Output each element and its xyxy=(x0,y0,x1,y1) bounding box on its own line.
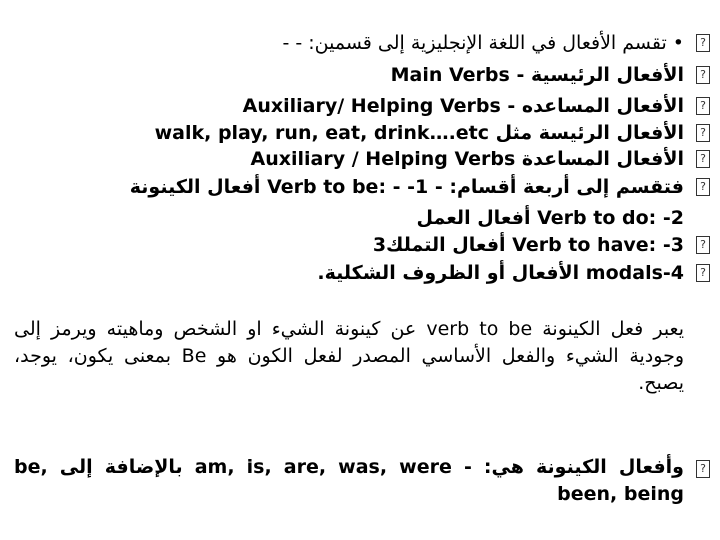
modals-line: modals-4 الأفعال أو الظروف الشكلية. xyxy=(317,262,684,284)
main-verbs-line: الأفعال الرئيسية - Main Verbs xyxy=(390,64,684,86)
verb-to-be-line: فتقسم إلى أربعة أقسام: - 1- - :Verb to be أفعال الكينونة xyxy=(129,176,684,198)
bullet-marker: ? xyxy=(696,150,710,168)
to-be-forms-paragraph: وأفعال الكينونة هي: - am, is, are, was, were بالإضافة إلى be, been, being xyxy=(14,456,684,505)
bullet-marker: ? xyxy=(696,66,710,84)
bullet-marker: ? xyxy=(696,460,710,478)
bullet-marker: ? xyxy=(696,178,710,196)
verb-to-have-line: Verb to have: -3 أفعال التملك3 xyxy=(372,234,684,256)
auxiliary-verbs-line: الأفعال المساعده - Auxiliary/ Helping Verbs xyxy=(242,95,684,117)
intro-line: • تقسم الأفعال في اللغة الإنجليزية إلى قسمين: - - xyxy=(282,32,684,54)
bullet-marker: ? xyxy=(696,97,710,115)
bullet-marker: ? xyxy=(696,34,710,52)
bullet-marker: ? xyxy=(696,264,710,282)
bullet-marker: ? xyxy=(696,236,710,254)
main-verbs-examples-line: الأفعال الرئيسة مثل walk, play, run, eat, drink….etc xyxy=(154,122,684,144)
verb-to-be-paragraph: يعبر فعل الكينونة verb to be عن كينونة الشيء او الشخص وماهيته ويرمز إلى وجودية الشيء والفعل الأساسي المصدر لفعل الكون هو Be بمعنى يكون، يوجد، يصبح. xyxy=(14,318,685,394)
verb-to-do-line: Verb to do: -2 أفعال العمل xyxy=(416,207,684,229)
bullet-marker: ? xyxy=(696,124,710,142)
helping-verbs-line: الأفعال المساعدة Auxiliary / Helping Verbs xyxy=(250,148,684,170)
